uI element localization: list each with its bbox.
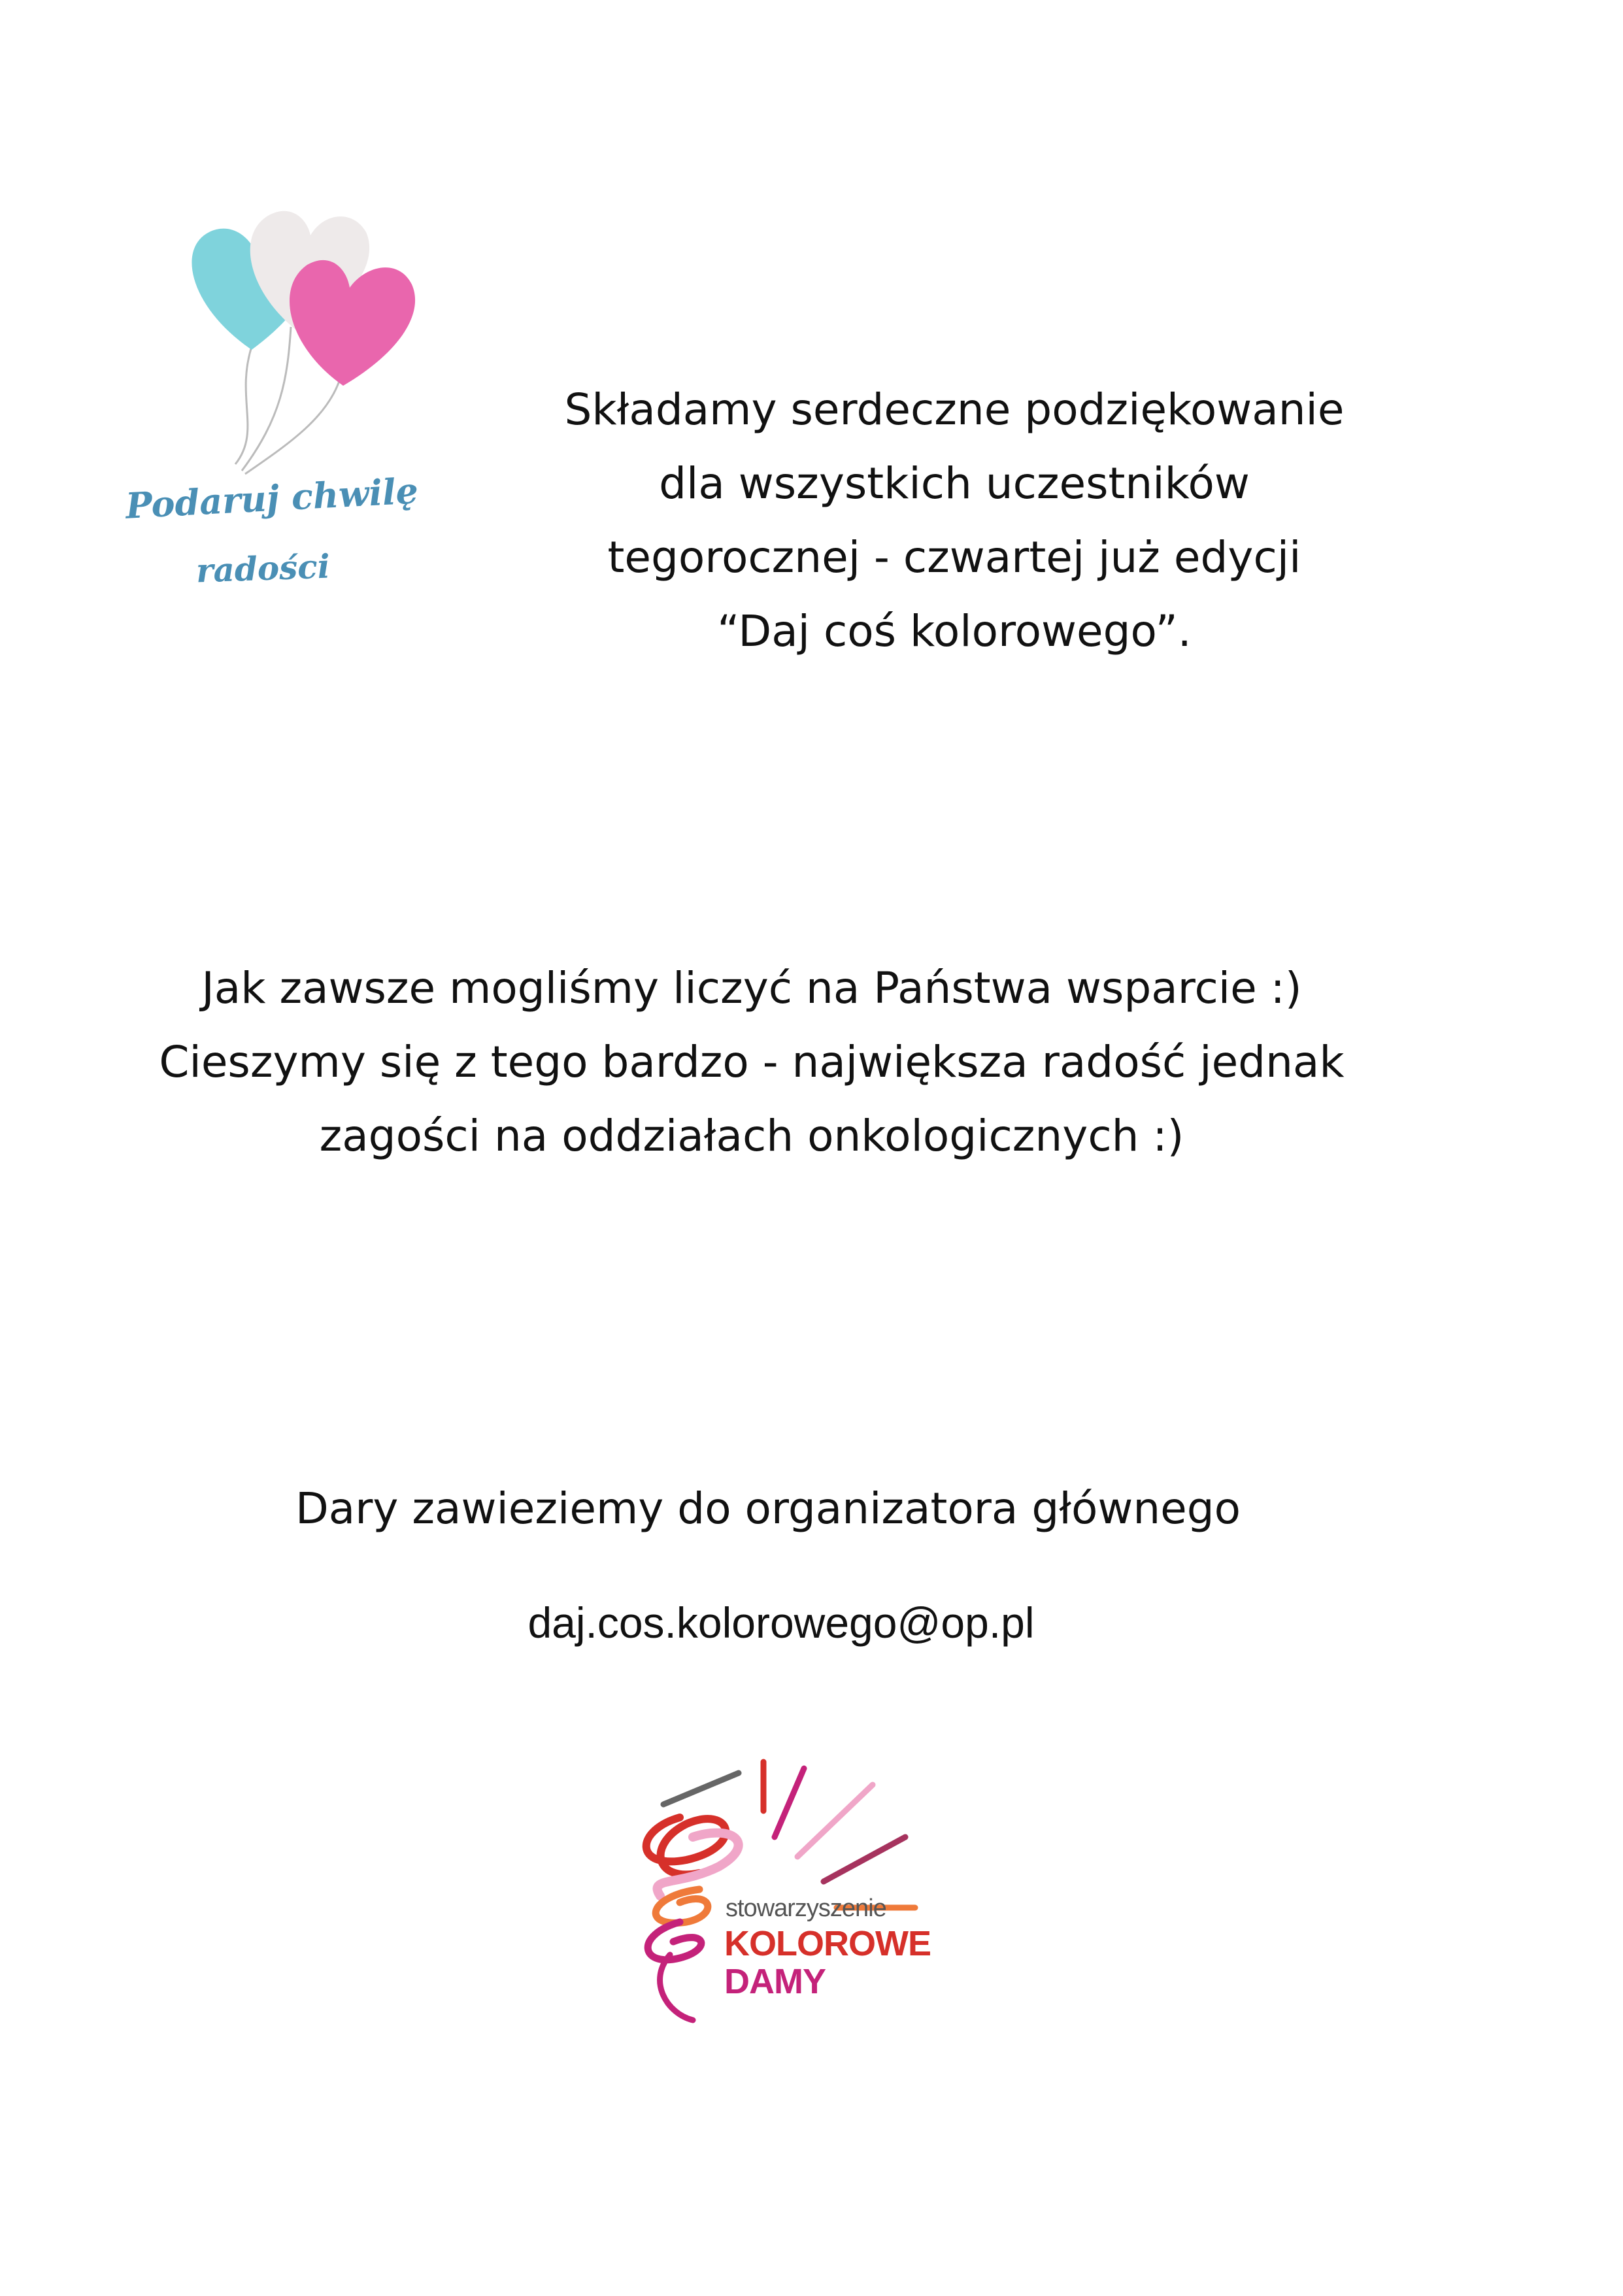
contact-email[interactable]: daj.cos.kolorowego@op.pl [527,1598,1035,1647]
thanks-line: Składamy serdeczne podziękowanie [564,384,1345,435]
thanks-line: tegorocznej - czwartej już edycji [607,532,1301,582]
thanks-line: dla wszystkich uczestników [659,458,1250,509]
kolorowe-damy-logo [608,1732,948,2033]
podaruj-logo [111,183,556,615]
logo-top-line1: Podaruj chwilę [124,469,420,527]
gifts-paragraph [131,1476,1405,1542]
gifts-text: Dary zawieziemy do organizatora głównego [295,1483,1241,1534]
support-line: Jak zawsze mogliśmy liczyć na Państwa wsparcie :) [201,963,1302,1013]
support-line: Cieszymy się z tego bardzo - największa radość jednak [159,1037,1345,1087]
thanks-paragraph [497,373,1412,668]
logo-bottom-line3: DAMY [724,1962,826,2001]
thanks-line: “Daj coś kolorowego”. [717,606,1192,656]
support-line: zagości na oddziałach onkologicznych :) [319,1111,1184,1161]
logo-bottom-line2: KOLOROWE [724,1924,931,1963]
support-paragraph [98,951,1405,1173]
balloons-icon [111,183,556,615]
logo-top-line2: radości [195,547,331,590]
logo-bottom-line1: stowarzyszenie [726,1895,886,1922]
